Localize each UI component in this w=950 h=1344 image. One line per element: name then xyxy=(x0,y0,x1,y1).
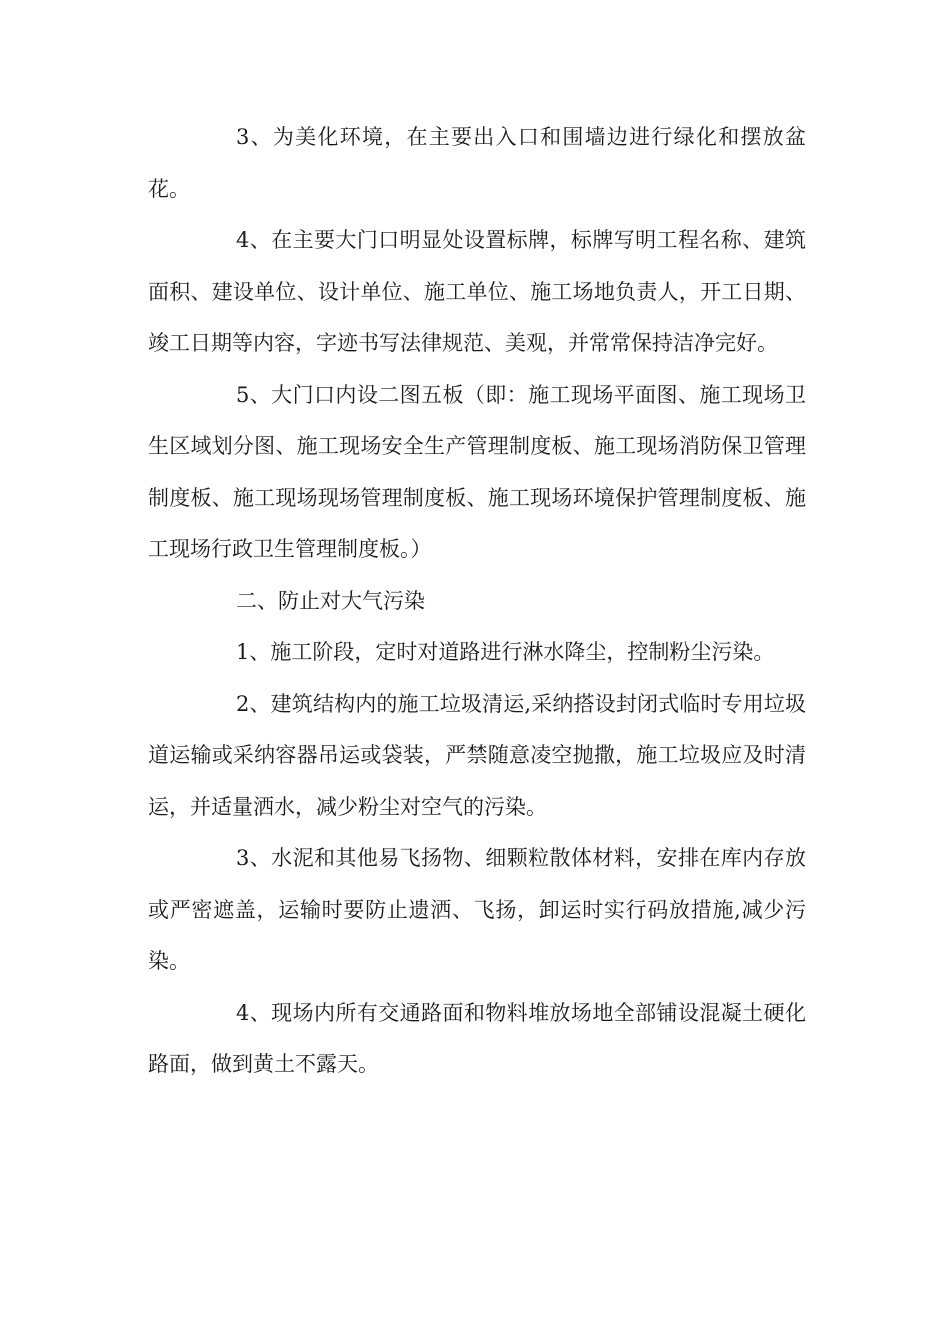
paragraph-material-storage: 3、水泥和其他易飞扬物、细颗粒散体材料，安排在库内存放或严密遮盖，运输时要防止遗洒、飞扬，卸运时实行码放措施,减少污染。 xyxy=(148,846,806,973)
paragraph-signboard: 4、在主要大门口明显处设置标牌，标牌写明工程名称、建筑面积、建设单位、设计单位、施工单位、施工场地负责人，开工日期、竣工日期等内容，字迹书写法律规范、美观，并常常保持洁净完好。 xyxy=(148,228,806,355)
paragraph-dust-control: 1、施工阶段，定时对道路进行淋水降尘，控制粉尘污染。 xyxy=(236,640,775,664)
document-body xyxy=(148,112,806,1091)
section-heading-air-pollution: 二、防止对大气污染 xyxy=(236,588,425,613)
paragraph-boards: 5、大门口内设二图五板（即：施工现场平面图、施工现场卫生区域划分图、施工现场安全生产管理制度板、施工现场消防保卫管理制度板、施工现场现场管理制度板、施工现场环境保护管理制度板、施工现场行政卫生管理制度板。） xyxy=(148,382,806,561)
paragraph-greening: 3、为美化环境，在主要出入口和围墙边进行绿化和摆放盆花。 xyxy=(148,125,806,201)
paragraph-waste-removal: 2、建筑结构内的施工垃圾清运,采纳搭设封闭式临时专用垃圾道运输或采纳容器吊运或袋装，严禁随意凌空抛撒，施工垃圾应及时清运，并适量洒水，减少粉尘对空气的污染。 xyxy=(148,691,806,819)
paragraph-road-hardening: 4、现场内所有交通路面和物料堆放场地全部铺设混凝土硬化路面，做到黄土不露天。 xyxy=(148,1000,806,1076)
